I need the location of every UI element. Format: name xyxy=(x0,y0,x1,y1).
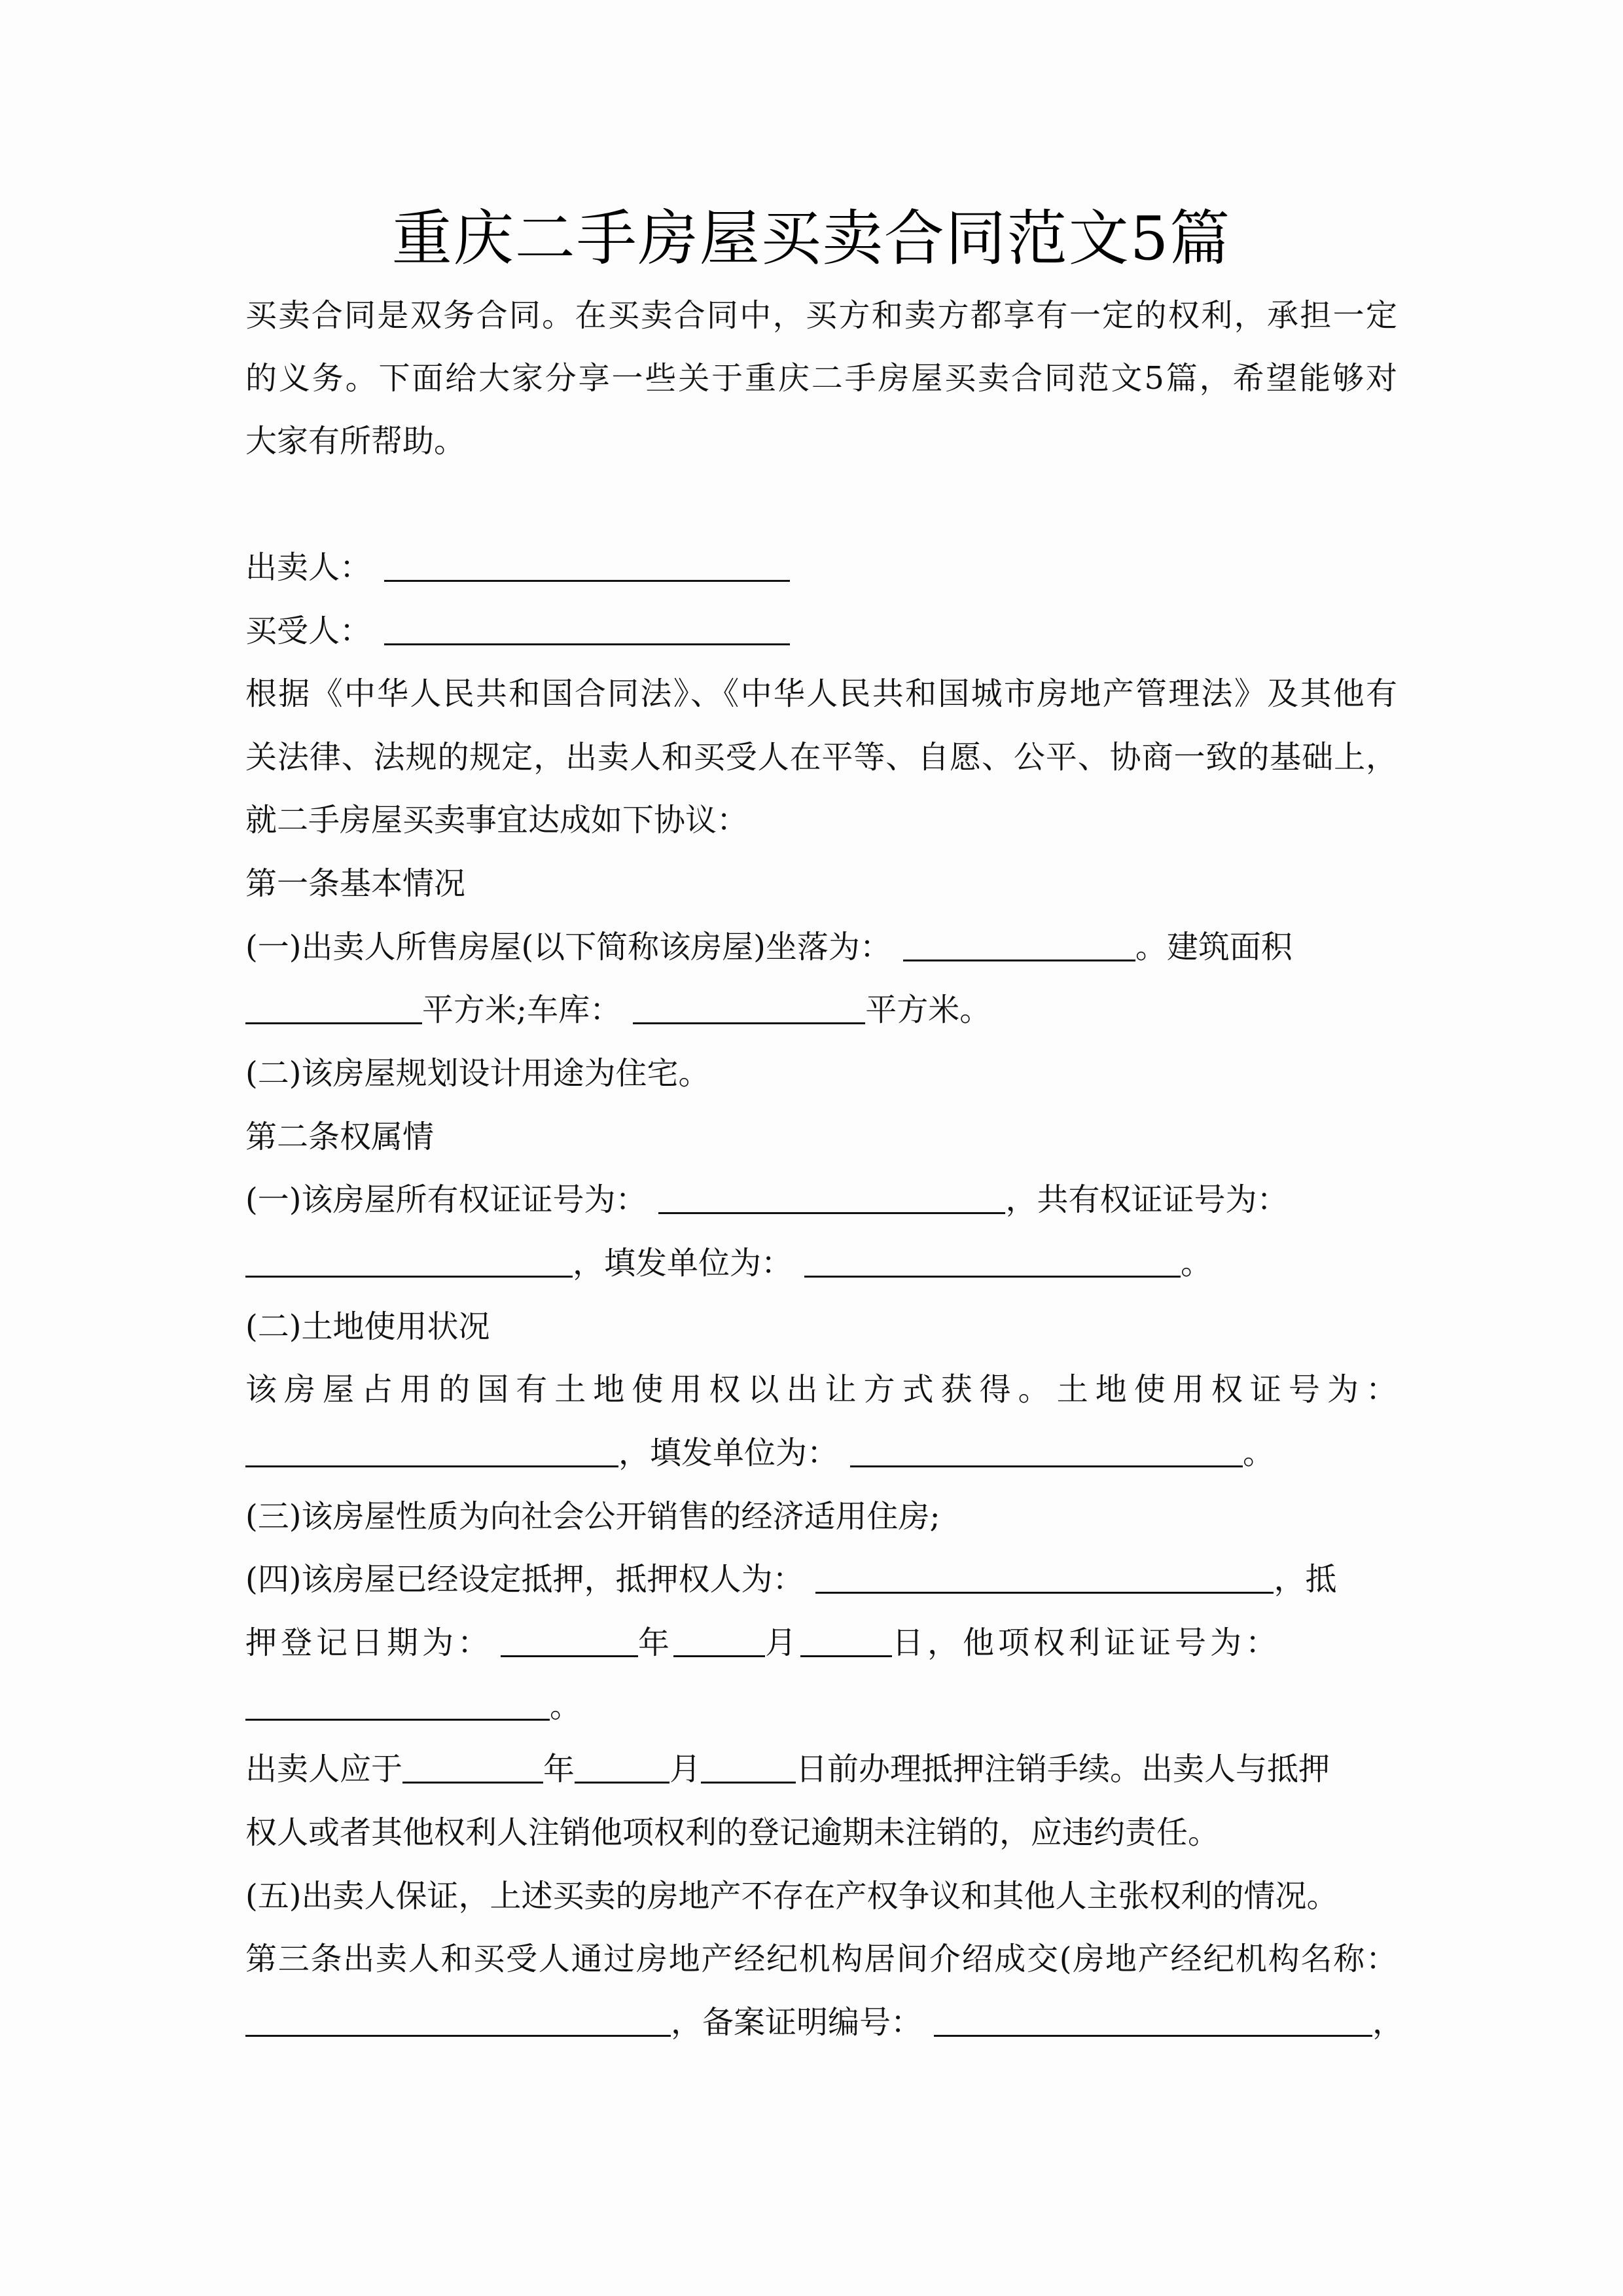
period: 。 xyxy=(1243,1435,1275,1471)
cancel-text: 日前办理抵押注销手续。出卖人与抵押 xyxy=(796,1751,1330,1787)
garage-blank[interactable] xyxy=(633,994,865,1024)
mortgage-date-row xyxy=(245,1623,1397,1662)
preamble-line-3: 就二手房屋买卖事宜达成如下协议： xyxy=(245,802,749,838)
cancel-row xyxy=(245,1749,1397,1789)
article3-line-1: 第三条出卖人和买受人通过房地产经纪机构居间介绍成交(房地产经纪机构名称： xyxy=(245,1941,1397,1977)
land-use-text: 该房屋占用的国有土地使用权以出让方式获得。土地使用权证号为： xyxy=(245,1371,1397,1408)
other-rights-label: 日，他项权利证证号为： xyxy=(892,1624,1281,1661)
agency-name-blank[interactable] xyxy=(245,2006,671,2037)
buyer-label: 买受人： xyxy=(245,613,372,649)
cancel-day-blank[interactable] xyxy=(701,1753,796,1784)
issuer-label: ，填发单位为： xyxy=(573,1245,793,1282)
mortgagee-label: (四)该房屋已经设定抵押，抵押权人为： xyxy=(245,1561,804,1598)
period: 。 xyxy=(550,1688,582,1725)
issuer-blank[interactable] xyxy=(804,1247,1181,1278)
seller-label: 出卖人： xyxy=(245,549,372,586)
intro-line-3: 大家有所帮助。 xyxy=(245,423,466,459)
filing-number-blank[interactable] xyxy=(934,2006,1372,2037)
filing-number-label: ，备案证明编号： xyxy=(671,2004,923,2041)
article2-item4-row xyxy=(245,1560,1397,1599)
mortgage-day-blank[interactable] xyxy=(800,1626,892,1657)
article2-item3: (三)该房屋性质为向社会公开销售的经济适用住房; xyxy=(245,1498,940,1535)
comma: ， xyxy=(1372,2004,1404,2041)
article2-item2-heading: (二)土地使用状况 xyxy=(245,1308,490,1345)
sqm-label: 平方米。 xyxy=(865,992,991,1028)
land-cert-blank[interactable] xyxy=(245,1437,618,1467)
area-blank[interactable] xyxy=(245,994,422,1024)
land-issuer-label: ，填发单位为： xyxy=(618,1435,839,1471)
month-label: 月 xyxy=(765,1624,801,1661)
ownership-cert-label: (一)该房屋所有权证证号为： xyxy=(245,1181,647,1218)
area-label: 。建筑面积 xyxy=(1135,929,1293,965)
co-ownership-blank[interactable] xyxy=(245,1247,573,1278)
location-blank[interactable] xyxy=(903,931,1135,961)
period: 。 xyxy=(1181,1245,1213,1282)
article3-row-2 xyxy=(245,2003,1404,2042)
article2-item1-row xyxy=(245,1180,1397,1219)
seller-blank[interactable] xyxy=(384,551,790,582)
article1-item2: (二)该房屋规划设计用途为住宅。 xyxy=(245,1055,710,1092)
cancel-month-blank[interactable] xyxy=(575,1753,669,1784)
seller-row xyxy=(245,548,1397,587)
mortgage-month-blank[interactable] xyxy=(673,1626,765,1657)
article1-item1-text: (一)出卖人所售房屋(以下简称该房屋)坐落为： xyxy=(245,929,891,965)
year-label: 年 xyxy=(638,1624,674,1661)
other-rights-blank[interactable] xyxy=(245,1690,550,1721)
land-issuer-row xyxy=(245,1433,1397,1473)
month-label: 月 xyxy=(669,1751,702,1787)
year-label: 年 xyxy=(543,1751,575,1787)
article2-heading: 第二条权属情 xyxy=(245,1119,435,1155)
cancel-year-blank[interactable] xyxy=(402,1753,543,1784)
article1-heading: 第一条基本情况 xyxy=(245,865,466,902)
cancel-line-2: 权人或者其他权利人注销他项权利的登记逾期未注销的，应违约责任。 xyxy=(245,1814,1220,1851)
mortgagee-blank[interactable] xyxy=(815,1563,1274,1594)
article1-item1-row xyxy=(245,927,1397,967)
document-title: 重庆二手房屋买卖合同范文5篇 xyxy=(391,204,1232,274)
other-rights-row xyxy=(245,1687,1397,1726)
article2-item5: (五)出卖人保证，上述买卖的房地产不存在产权争议和其他人主张权利的情况。 xyxy=(245,1878,1338,1914)
article1-area-row xyxy=(245,990,1397,1030)
garage-label: 平方米;车库： xyxy=(422,992,622,1028)
preamble-line-2: 关法律、法规的规定，出卖人和买受人在平等、自愿、公平、协商一致的基础上， xyxy=(245,739,1397,776)
mortgage-continue: ，抵 xyxy=(1274,1561,1337,1598)
co-ownership-label: ，共有权证证号为： xyxy=(1005,1181,1289,1218)
buyer-row xyxy=(245,611,1397,651)
mortgage-date-label: 押登记日期为： xyxy=(245,1624,493,1661)
buyer-blank[interactable] xyxy=(384,615,790,645)
preamble-line-1: 根据《中华人民共和国合同法》、《中华人民共和国城市房地产管理法》及其他有 xyxy=(245,675,1397,712)
cancel-label: 出卖人应于 xyxy=(245,1751,403,1787)
ownership-cert-blank[interactable] xyxy=(658,1183,1005,1214)
article2-issuer-row xyxy=(245,1244,1397,1283)
intro-line-1: 买卖合同是双务合同。在买卖合同中，买方和卖方都享有一定的权利，承担一定 xyxy=(245,297,1397,334)
mortgage-year-blank[interactable] xyxy=(501,1626,638,1657)
land-issuer-blank[interactable] xyxy=(850,1437,1243,1467)
intro-line-2: 的义务。下面给大家分享一些关于重庆二手房屋买卖合同范文5篇，希望能够对 xyxy=(245,360,1397,397)
